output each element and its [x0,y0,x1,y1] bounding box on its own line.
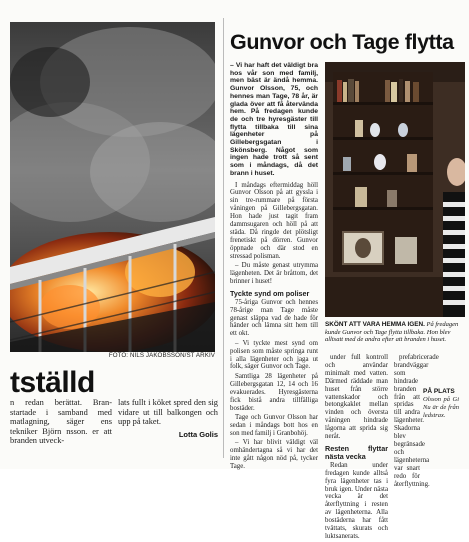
sidebar-heading: PÅ PLATS [423,388,455,395]
article-column-1 [230,62,318,472]
subheading: Tyckte synd om poliser [230,288,310,298]
caption-text: På fredagen kunde Gunvor och Tage flytta tillbaka. Hon blev alltsatt med de andra efter att branden i huset. [325,321,459,344]
body-paragraph: – Vi har blivit väldigt väl omhändertagna så vi har det inte gått någon nöd på, tycker Tage. [230,439,318,470]
byline: Lotta Golis [178,430,218,439]
body-paragraph: Tage och Gunvor Olsson har sedan i måndags bott hos en son med familj i Granbohöj. [230,413,318,437]
right-headline: Gunvor och Tage flytta [230,30,454,54]
interior-photo [325,62,465,317]
photo-caption [325,321,465,344]
body-paragraph: 75-åriga Gunvor och hennes 78-årige man Tage måste genast släppa vad de hade för händer och lämna sitt hem till ett okt. [230,298,318,338]
article-column-1-continued [230,354,318,356]
lead-paragraph: – Vi har haft det väldigt bra hos vår son med familj, men bäst är ändå hemma. Gunvor Olsson, 75, och hennes man Tage, 78 år, är glada över att få återvända hem. På fredagen kunde de och tre hyresgäster till flytta tillbaka till sina lägenheter på Gillebergsgatan i Skönsberg. Något som ingen hade trott så sent som i måndags, då det brann i huset. [230,62,318,177]
left-article-column-2: lats fullt i köket spred den sig vidare ut till balkongen och upp på taket. [118,398,218,427]
left-article-column-1: n redan berättat. Bran- startade i samband med matlagning, säger ens tekniker Björn nsson. er att branden utveck- [10,398,112,446]
sidebar-text: Olsson på Gi Nu är de från ledstrax. [423,396,459,419]
body-paragraph: Samtliga 28 lägenheter på Gillebergsgatan 12, 14 och 16 evakuerades. Hyresgästerna fick bistå andra tillfälliga bostäder. [230,372,318,412]
body-paragraph: – Du måste genast utrymma lägenheten. Det är bråttom, det brinner i huset! [230,262,318,285]
body-paragraph: I måndags eftermiddag höll Gunvor Olsson på att gyssla i sin tre-rummare på första våningen på Gillebergsgatan. Hon hade just tagit fram dammsugaren och höll på att städa. Då ringde det plötsligt frenetiskt på dörren. Gunvor öppnade och där stod en stressad polisman. [230,181,318,260]
fire-photo [10,22,215,352]
left-headline: tställd [10,366,95,399]
subheading: Resten flyttar nästa vecka [325,443,388,461]
body-paragraph: – Vi tyckte mest synd om polisen som måste springa runt i alla lägenheter och jaga ut folk, säger Gunvor och Tage. [230,339,318,371]
caption-title: SKÖNT ATT VARA HEMMA IGEN. [325,321,425,328]
article-column-2 [325,354,388,542]
body-paragraph: prefabricerade brandväggar som hindrade branden från att spridas till andra lägenheter. Skadorna blev begränsade och lägenheterna var snart redo för återflyttning. [394,354,439,488]
body-paragraph: under full kontroll och användar minimalt med vatten. Därmed räddade man huset från större vattenskador och betongkaklet mellan vinden och översta våningen hindrade lågorna att sprida sig neråt. [325,354,388,441]
photo-credit: FOTO: NILS JAKOBSSON/ST ARKIV [108,352,215,359]
body-paragraph: Redan under fredagen kunde alltså fyra lägenheter tas i bruk igen. Under nästa vecka är det återflyttning i resten av lägenheterna. Alla bostäderna har fått tvättats, skurats och luktsanerats. [325,461,388,540]
column-divider [223,18,224,458]
